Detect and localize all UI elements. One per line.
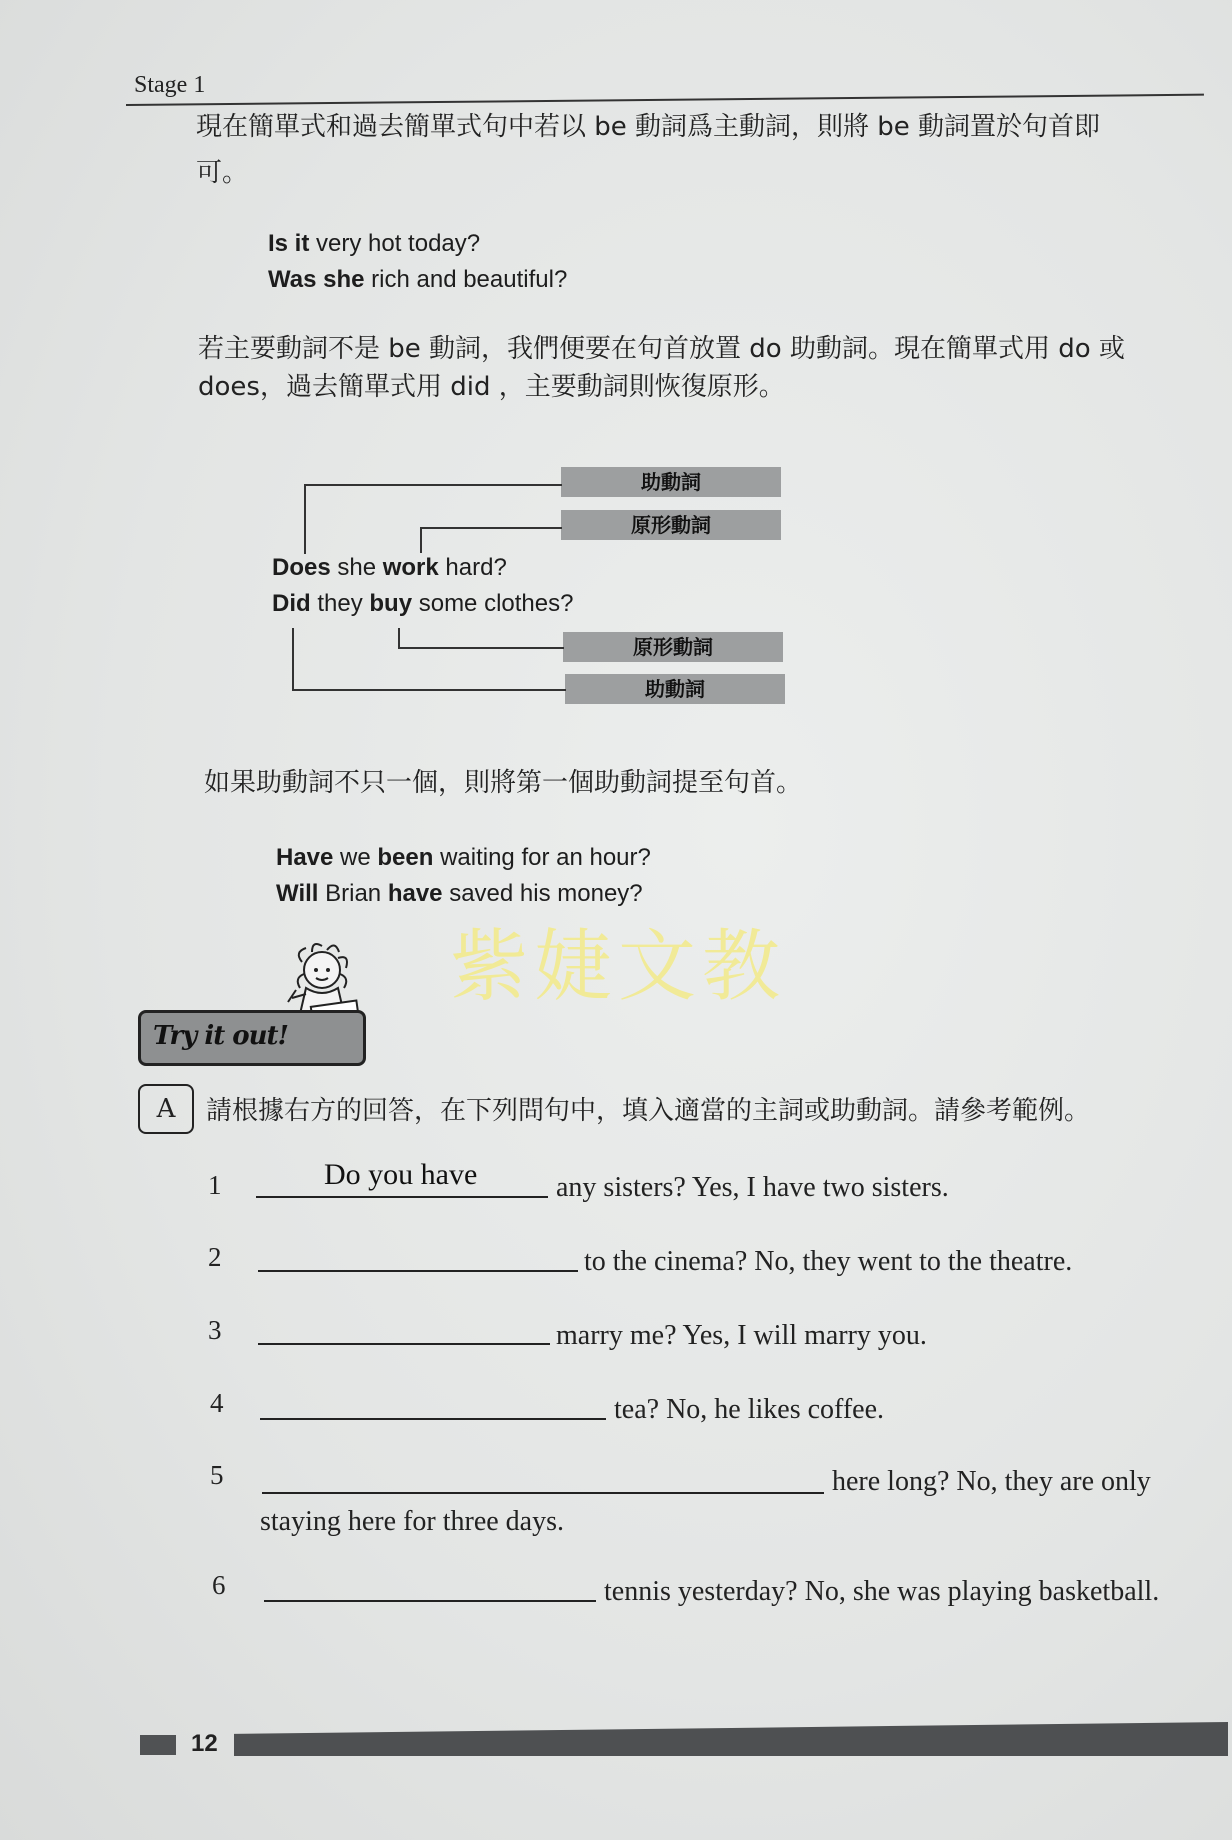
exercise-instruction: 請根據右方的回答，在下列問句中，填入適當的主詞或助動詞。請參考範例。: [206, 1096, 1091, 1126]
connector-base-top-h: [420, 527, 562, 529]
intro-line-1: 現在簡單式和過去簡單式句中若以 be 動詞爲主動詞，則將 be 動詞置於句首即: [196, 112, 1101, 142]
be-example-1-bold: Is it: [268, 230, 310, 257]
diagram-sentence-2: [272, 586, 573, 622]
connector-aux-top-h: [304, 484, 562, 486]
s1-rest: hard?: [438, 554, 507, 581]
ax1-a: Have: [276, 844, 334, 871]
question-2-text: to the cinema? No, they went to the theatre.: [584, 1246, 1073, 1277]
connector-aux-bottom-h: [292, 689, 566, 691]
do-explain-line-1: 若主要動詞不是 be 動詞，我們便要在句首放置 do 助動詞。現在簡單式用 do 或: [198, 334, 1125, 364]
label-aux-bottom: 助動詞: [565, 674, 785, 704]
try-it-out-label: Try it out!: [153, 1021, 288, 1051]
ax1-c: been: [377, 844, 434, 871]
ax2-c: have: [387, 880, 443, 907]
question-4-number: 4: [210, 1388, 224, 1418]
question-2-blank[interactable]: [258, 1270, 578, 1272]
stage-header: Stage 1: [134, 72, 206, 98]
s1-aux: Does: [272, 554, 331, 581]
connector-base-bottom-v: [398, 628, 400, 648]
question-5-text-continued: staying here for three days.: [260, 1506, 564, 1537]
s1-subject: she: [330, 554, 383, 581]
header-rule: [126, 94, 1204, 106]
be-example-2-bold: Was she: [268, 266, 365, 293]
connector-aux-top-v: [304, 484, 306, 554]
s1-verb: work: [382, 554, 439, 581]
question-3-blank[interactable]: [258, 1343, 550, 1345]
ax2-d: saved his money?: [442, 880, 643, 907]
multi-aux-text: 如果助動詞不只一個，則將第一個助動詞提至句首。: [204, 768, 803, 798]
question-1-text: any sisters? Yes, I have two sisters.: [556, 1172, 949, 1203]
question-4-text: tea? No, he likes coffee.: [614, 1394, 885, 1425]
exercise-letter-box: A: [138, 1084, 194, 1134]
aux-example-1: [276, 840, 651, 876]
watermark: 紫婕文教: [450, 922, 787, 1012]
question-4-blank[interactable]: [260, 1418, 606, 1420]
be-example-2: [268, 262, 567, 298]
question-3-number: 3: [208, 1315, 222, 1345]
question-6-number: 6: [212, 1570, 226, 1600]
page-number: 12: [191, 1730, 218, 1757]
intro-line-2: 可。: [196, 158, 249, 188]
be-example-1: [268, 226, 480, 262]
ax1-d: waiting for an hour?: [433, 844, 651, 871]
label-base-top: 原形動詞: [561, 510, 781, 540]
ax1-b: we: [333, 844, 378, 871]
label-aux-top: 助動詞: [561, 467, 781, 497]
be-example-1-rest: very hot today?: [309, 230, 481, 257]
label-base-bottom: 原形動詞: [563, 632, 783, 662]
question-5-blank[interactable]: [262, 1492, 824, 1494]
s2-rest: some clothes?: [412, 590, 574, 617]
connector-base-bottom-h: [398, 647, 564, 649]
question-5-text: here long? No, they are only: [832, 1466, 1151, 1497]
ax2-b: Brian: [318, 880, 388, 907]
connector-aux-bottom-v: [292, 628, 294, 690]
question-1-number: 1: [208, 1170, 222, 1200]
question-5-number: 5: [210, 1460, 224, 1490]
question-6-blank[interactable]: [264, 1600, 596, 1602]
footer-bar: [234, 1722, 1228, 1756]
diagram-sentence-1: [272, 550, 507, 586]
s2-verb: buy: [369, 590, 413, 617]
question-3-text: marry me? Yes, I will marry you.: [556, 1320, 927, 1351]
s2-subject: they: [310, 590, 370, 617]
question-6-text: tennis yesterday? No, she was playing basketball.: [604, 1576, 1160, 1607]
do-explain-line-2: does，過去簡單式用 did ，主要動詞則恢復原形。: [198, 372, 785, 402]
question-1-blank[interactable]: [256, 1196, 548, 1198]
be-example-2-rest: rich and beautiful?: [364, 266, 568, 293]
try-it-out-badge: [138, 1010, 366, 1066]
question-1-answer: Do you have: [324, 1158, 478, 1191]
question-2-number: 2: [208, 1242, 222, 1272]
footer-marker: [140, 1735, 176, 1755]
ax2-a: Will: [276, 880, 319, 907]
s2-aux: Did: [272, 590, 311, 617]
